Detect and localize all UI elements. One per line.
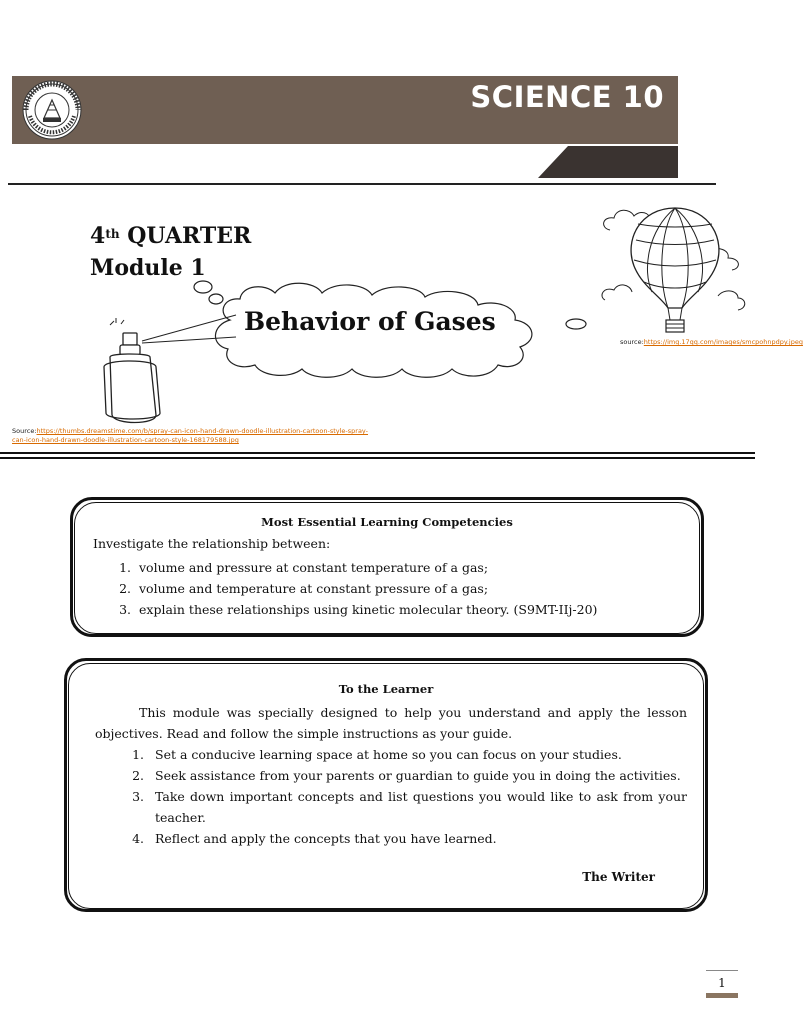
- list-item: 3. Take down important concepts and list questions you would like to ask from your teacher.: [132, 789, 687, 825]
- writer-signature: The Writer: [582, 870, 655, 884]
- learner-box: [68, 663, 704, 909]
- header-rule: [8, 183, 716, 185]
- balloon-image-source: source:https://img.17qq.com/images/smcpohnpdpy.jpeg: [620, 338, 803, 346]
- header-banner: [12, 76, 678, 144]
- module-heading: Module 1: [90, 255, 206, 281]
- quarter-heading: 4th QUARTER: [90, 223, 252, 249]
- list-item: 3. explain these relationships using kinetic molecular theory. (S9MT-IIj-20): [119, 602, 598, 617]
- learner-paragraph: This module was specially designed to help you understand and apply the lesson objectives. Read and follow the simple instructions as your guide.: [95, 705, 687, 741]
- list-item: 1. volume and pressure at constant temperature of a gas;: [119, 560, 489, 575]
- competencies-title: Most Essential Learning Competencies: [261, 515, 513, 529]
- page-number: 1: [718, 976, 726, 990]
- hot-air-balloon-illustration: [600, 200, 750, 340]
- page-number-rule: [706, 970, 738, 971]
- subject-title: SCIENCE 10: [470, 80, 664, 114]
- list-item: 2. volume and temperature at constant pressure of a gas;: [119, 581, 489, 596]
- can-image-source: Source:https://thumbs.dreamstime.com/b/spray-can-icon-hand-drawn-doodle-illustration-cartoon-style-spray-can-icon-hand-drawn-doodle-illustration-cartoon-style-168179588.jpg: [12, 427, 369, 444]
- list-item: 1. Set a conducive learning space at home so you can focus on your studies.: [132, 747, 622, 762]
- list-item: 4. Reflect and apply the concepts that you have learned.: [132, 831, 497, 846]
- page-number-bar: [706, 993, 738, 998]
- learner-title: To the Learner: [338, 682, 434, 696]
- balloon-source-link[interactable]: https://img.17qq.com/images/smcpohnpdpy.jpeg: [643, 338, 803, 346]
- competencies-box: [74, 502, 700, 634]
- section-divider-inner: [0, 457, 755, 459]
- module-title: Behavior of Gases: [244, 307, 496, 336]
- section-divider: [0, 452, 755, 454]
- header-wedge-decoration: [538, 146, 678, 178]
- competencies-intro: Investigate the relationship between:: [93, 536, 331, 551]
- competencies-list: [93, 557, 693, 620]
- learner-instructions-list: [95, 744, 687, 849]
- page-number-box: [706, 970, 738, 998]
- list-item: 2. Seek assistance from your parents or guardian to guide you in doing the activities.: [132, 768, 681, 783]
- spray-can-cloud-illustration: [90, 275, 600, 435]
- can-source-link[interactable]: https://thumbs.dreamstime.com/b/spray-can-icon-hand-drawn-doodle-illustration-cartoon-style-spray-can-icon-hand-drawn-doodle-illustration-cartoon-style-168179588.jpg: [12, 427, 369, 444]
- division-seal-icon: [22, 80, 82, 140]
